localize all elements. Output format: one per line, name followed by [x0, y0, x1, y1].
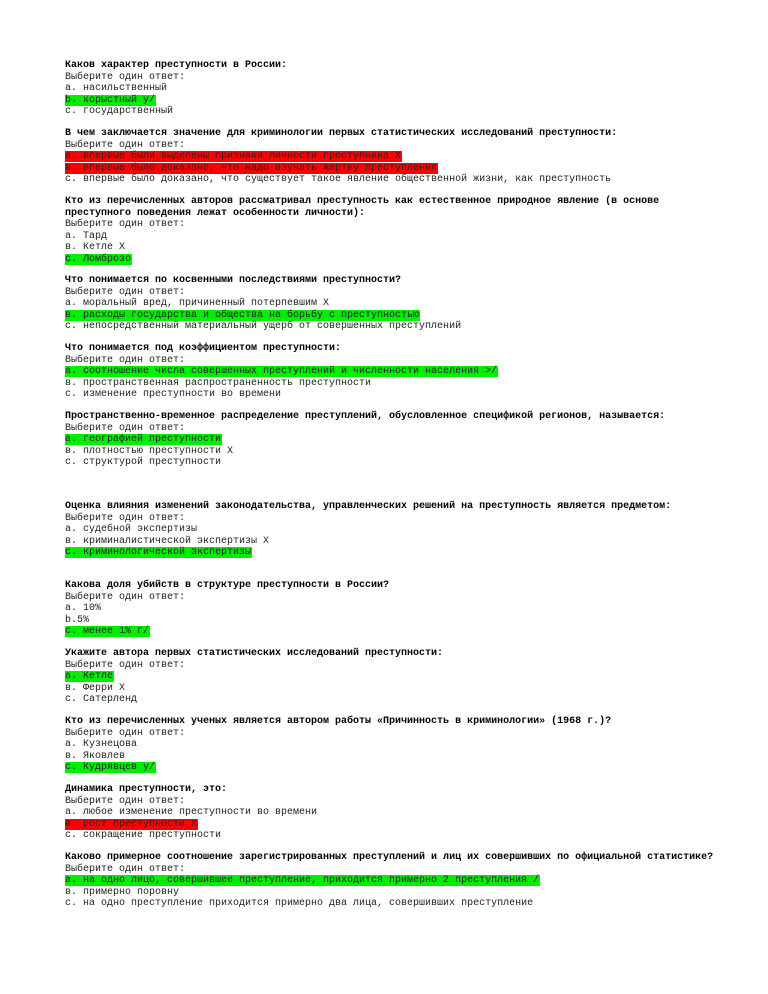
answer-option-c[interactable]: с. непосредственный материальный ущерб от совершенных преступлений — [65, 321, 462, 332]
question-block-3 — [65, 196, 715, 265]
answer-option-c[interactable]: с. Ломброзо — [65, 253, 132, 265]
question-block-2 — [65, 128, 715, 186]
question-prompt: Выберите один ответ: — [65, 422, 186, 434]
answer-option-c[interactable]: с. Сатерленд — [65, 694, 138, 705]
question-block-12 — [65, 852, 715, 910]
question-title: Оценка влияния изменений законодательства, управленческих решений на преступность является предметом: — [65, 501, 672, 512]
question-prompt: Выберите один ответ: — [65, 139, 186, 151]
question-title: Что понимается по косвенными последствиями преступности? — [65, 275, 402, 286]
question-prompt: Выберите один ответ: — [65, 219, 186, 230]
answer-option-a[interactable]: а. Кузнецова — [65, 739, 138, 750]
question-prompt: Выберите один ответ: — [65, 727, 186, 739]
question-title: Какова доля убийств в структуре преступности в России? — [65, 580, 390, 591]
question-prompt: Выберите один ответ: — [65, 863, 186, 875]
answer-option-a[interactable]: а. впервые были выделены признаки личности преступника Х — [65, 151, 402, 162]
answer-option-c[interactable]: с. структурой преступности — [65, 457, 222, 468]
question-title: Каково примерное соотношение зарегистрированных преступлений и лиц их совершивших по официальной статистике? — [65, 852, 714, 863]
question-block-7 — [65, 501, 715, 559]
answer-option-b[interactable]: в. плотностью преступности Х — [65, 445, 234, 457]
question-title: Что понимается под коэффициентом преступности: — [65, 343, 342, 354]
question-prompt: Выберите один ответ: — [65, 71, 186, 83]
question-title: Кто из перечисленных авторов рассматривал преступность как естественное природное явление (в основе преступного поведения лежат особенности личности): — [65, 196, 660, 219]
question-title: Кто из перечисленных ученых является автором работы «Причинность в криминологии» (1968 г.)? — [65, 716, 612, 727]
answer-option-a[interactable]: а. насильственный — [65, 83, 168, 94]
answer-option-a[interactable]: а. 10% — [65, 603, 102, 614]
question-prompt: Выберите один ответ: — [65, 286, 186, 298]
question-block-11 — [65, 784, 715, 842]
question-prompt: Выберите один ответ: — [65, 354, 186, 366]
answer-option-c[interactable]: с. изменение преступности во времени — [65, 389, 282, 400]
answer-option-c[interactable]: с. впервые было доказано, что существует такое явление общественной жизни, как преступность — [65, 174, 612, 185]
answer-option-c[interactable]: с. сокращение преступности — [65, 830, 222, 841]
answer-option-a[interactable]: а. соотношение числа совершенных преступлений и численности населения >/ — [65, 366, 498, 377]
question-prompt: Выберите один ответ: — [65, 512, 186, 524]
question-prompt: Выберите один ответ: — [65, 659, 186, 671]
question-block-9 — [65, 648, 715, 706]
answer-option-b[interactable]: b.5% — [65, 614, 90, 626]
question-title: В чем заключается значение для криминологии первых статистических исследований преступности: — [65, 128, 618, 139]
answer-option-b[interactable]: в. рост преступности Х — [65, 818, 198, 830]
question-title: Динамика преступности, это: — [65, 784, 228, 795]
answer-option-b[interactable]: в. криминалистической экспертизы Х — [65, 535, 270, 547]
question-block-4 — [65, 275, 715, 333]
question-block-1 — [65, 60, 715, 118]
answer-option-c[interactable]: с. государственный — [65, 106, 174, 117]
answer-option-b[interactable]: b. корыстный у/ — [65, 94, 156, 106]
answer-option-a[interactable]: а. Кетле — [65, 671, 114, 682]
answer-option-b[interactable]: в. пространственная распространенность преступности — [65, 377, 372, 389]
question-block-10 — [65, 716, 715, 774]
question-prompt: Выберите один ответ: — [65, 795, 186, 807]
question-block-6 — [65, 411, 715, 469]
answer-option-c[interactable]: с. криминологической экспертизы — [65, 547, 252, 558]
answer-option-c[interactable]: с. менее 1% г/ — [65, 626, 150, 637]
question-title: Укажите автора первых статистических исследований преступности: — [65, 648, 444, 659]
answer-option-c[interactable]: с. Кудрявцев у/ — [65, 762, 156, 773]
answer-option-a[interactable]: а. судебной экспертизы — [65, 524, 198, 535]
answer-option-a[interactable]: а. Тард — [65, 230, 108, 242]
answer-option-b[interactable]: в. Кетле Х — [65, 242, 126, 253]
answer-option-a[interactable]: а. моральный вред, причиненный потерпевшим Х — [65, 298, 330, 309]
answer-option-a[interactable]: а. любое изменение преступности во времени — [65, 807, 318, 818]
question-title: Каков характер преступности в России: — [65, 60, 288, 71]
answer-option-b[interactable]: в. расходы государства и общества на борьбу с преступностью — [65, 309, 420, 321]
answer-option-a[interactable]: а. географией преступности — [65, 434, 222, 445]
answer-option-c[interactable]: с. на одно преступление приходится примерно два лица, совершивших преступление — [65, 898, 534, 909]
answer-option-b[interactable]: в. Яковлев — [65, 750, 126, 762]
question-block-8 — [65, 580, 715, 638]
question-block-5 — [65, 343, 715, 401]
answer-option-b[interactable]: в. примерно поровну — [65, 886, 180, 898]
question-prompt: Выберите один ответ: — [65, 591, 186, 603]
question-title: Пространственно-временное распределение преступлений, обусловленное спецификой регионов, называется: — [65, 411, 666, 422]
answer-option-b[interactable]: в. Ферри Х — [65, 682, 126, 694]
answer-option-b[interactable]: в. впервые было доказано, что надо изучать жертву преступления — [65, 162, 438, 174]
answer-option-a[interactable]: а. на одно лицо, совершившее преступление, приходится примерно 2 преступления / — [65, 875, 540, 886]
